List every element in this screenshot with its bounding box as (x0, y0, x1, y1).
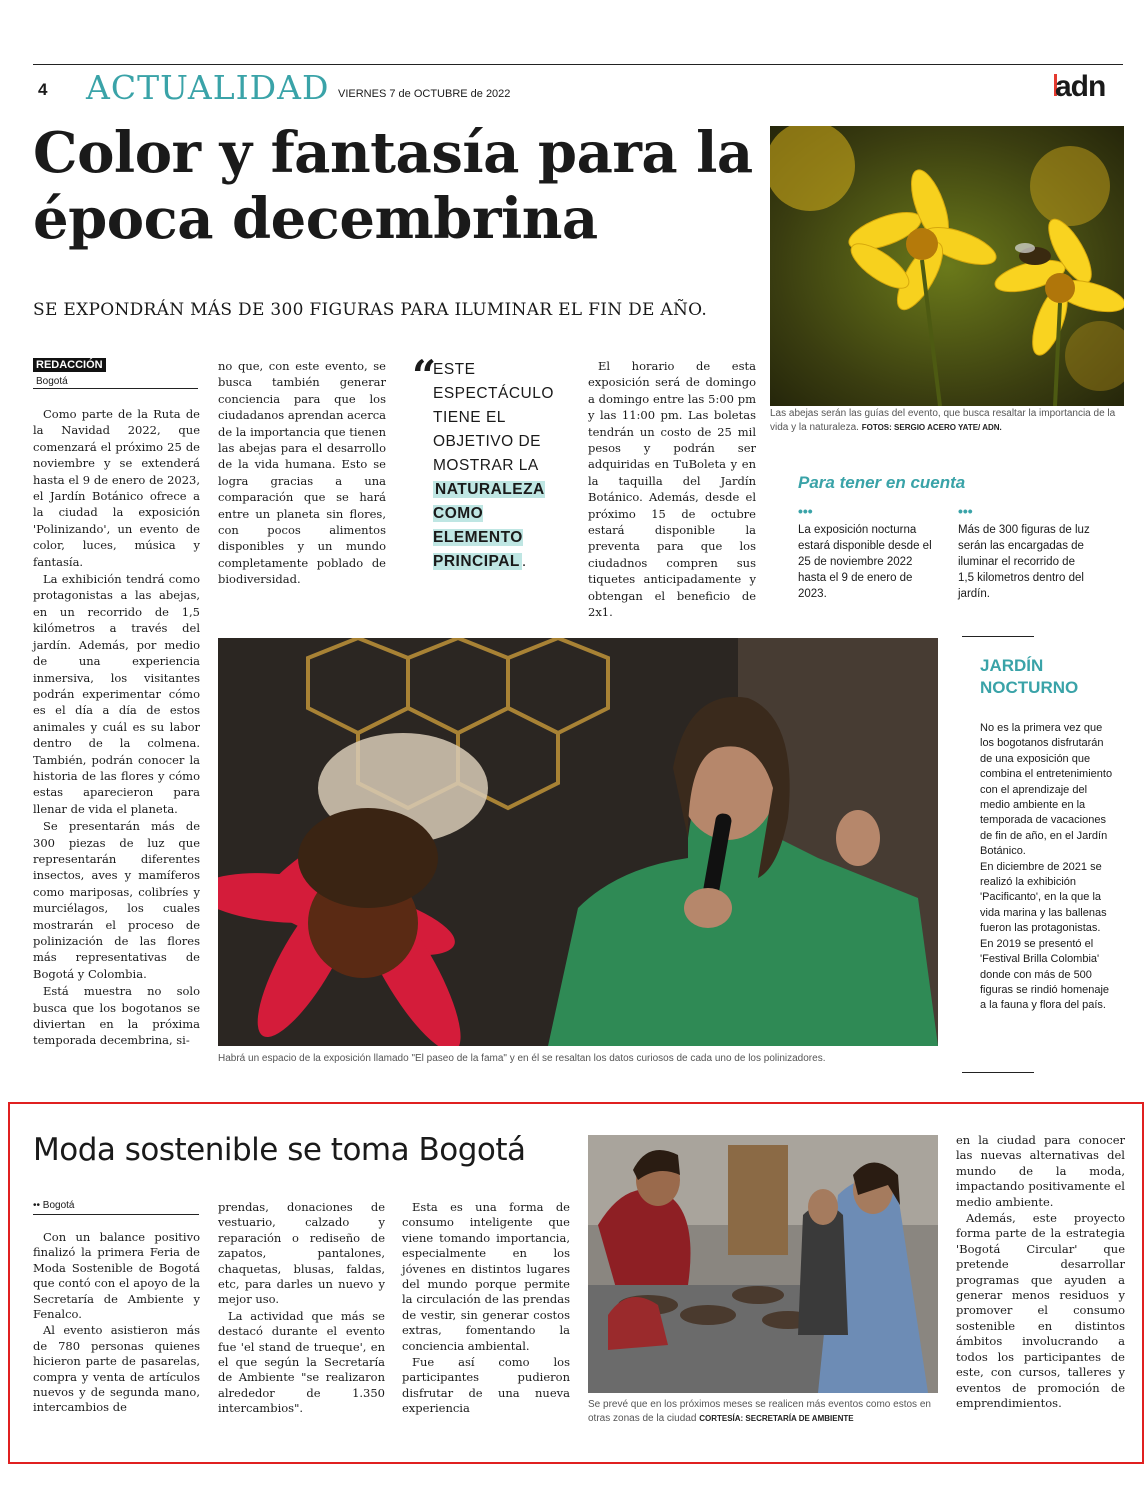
paragraph: Como parte de la Ruta de la Navidad 2022, que comenzará el próximo 25 de noviembre y se extenderá hasta el 9 de enero de 2023, el Jardín Botánico ofrece a la ciudad la exposición 'Polinizando', un evento de color, luces, música y fantasía. (33, 407, 200, 569)
paragraph: En diciembre de 2021 se realizó la exhibición 'Pacificanto', en la que la vida marina y las ballenas fueron las protagonistas. En 2019 se presentó el 'Festival Brilla Colombia' donde con más de 500 figuras se rindió homenaje a la fauna y flora del país. (980, 860, 1110, 1012)
paragraph: Además, este proyecto forma parte de la estrategia 'Bogotá Circular' que pretende desarrollar programas que ayuden a generar menos residuos y promover el consumo sostenible en distintos ámbitos involucrando a todos los participantes de este, con cursos, talleres y eventos de promoción de emprendimientos. (956, 1211, 1125, 1410)
sidebar-bullet: Más de 300 figuras de luz serán las encargadas de iluminar el recorrido de 1,5 kilometros dentro del jardín. (958, 524, 1090, 600)
sidebar-bullet: La exposición nocturna estará disponible desde el 25 de noviembre 2022 hasta el 9 de enero de 2023. (798, 524, 932, 600)
article2-column-2 (218, 1200, 385, 1418)
sidebar-title: Para tener en cuenta (798, 473, 966, 492)
paragraph: Esta es una forma de consumo inteligente que viene tomando importancia, especialmente en los jóvenes en distintos lugares del mundo porque permite la circulación de las prendas de vestir, sin generar costos extras, fomentando la conciencia ambiental. (402, 1200, 570, 1353)
paragraph: no que, con este evento, se busca también generar conciencia para que los ciudadanos aprendan acerca de la importancia que tienen las abejas para el desarrollo de la vida humana. Esto se logra gracias a una comparación que se hará entre un planeta sin flores, con pocos alimentos disponibles y un mundo completamente poblado de biodiversidad. (218, 359, 386, 587)
speaker-photo (218, 638, 938, 1046)
paragraph: Al evento asistieron más de 780 personas quienes hicieron parte de pasarelas, compra y venta de artículos nuevos y de segunda mano, intercambios de (33, 1323, 200, 1415)
jardin-rule-bottom (962, 1072, 1034, 1073)
article1-column-2 (218, 358, 386, 589)
article-headline: Color y fantasía para la época decembrina (33, 120, 753, 252)
paragraph: en la ciudad para conocer las nuevas alternativas del mundo de la moda, impactando positivamente el medio ambiente. (956, 1133, 1125, 1209)
article2-headline: Moda sostenible se toma Bogotá (33, 1132, 526, 1168)
pull-quote (433, 358, 573, 574)
paragraph: No es la primera vez que los bogotanos disfrutarán de una exposición que combina el entretenimiento con el aprendizaje del medio ambiente en la temporada de vacaciones de fin de año, en el Jardín Botánico. (980, 722, 1113, 858)
paragraph: prendas, donaciones de vestuario, calzado y reparación o rediseño de zapatos, pantalones, chaquetas, blusas, faldas, etc, para darles un nuevo y mejor uso. (218, 1200, 385, 1307)
paragraph: Con un balance positivo finalizó la primera Feria de Moda Sostenible de Bogotá que contó con el apoyo de la Secretaría de Ambiente y Fenalco. (33, 1230, 200, 1322)
fashion-fair-photo (588, 1135, 938, 1393)
masthead-rule (33, 64, 1123, 65)
article2-city: •• Bogotá (33, 1200, 75, 1211)
paragraph: Se presentarán más de 300 piezas de luz que representarán diferentes insectos, aves y mamíferos como mariposas, colibríes y murciélagos, los cuales mostrarán el proceso de polinización de las flores más representativas de Bogotá y Colombia. (33, 819, 200, 981)
photo-credit: FOTOS: SERGIO ACERO YATE/ ADN. (861, 423, 1002, 432)
quote-mark: “ (412, 351, 437, 400)
paragraph: La actividad que más se destacó durante el evento fue 'el stand de trueque', en el que según la Secretaría de Ambiente "se realizaron alrededor de 1.350 intercambios". (218, 1308, 385, 1416)
paragraph: Está muestra no solo busca que los bogotanos se diviertan en la próxima temporada decembrina, si- (33, 984, 200, 1048)
city-text: Bogotá (42, 1200, 75, 1211)
byline-rule (33, 388, 198, 389)
flowers-photo-caption (770, 407, 1124, 435)
paragraph: Fue así como los participantes pudieron disfrutar de una nueva experiencia (402, 1355, 570, 1416)
quote-text: ESTE ESPECTÁCULO TIENE EL OBJETIVO DE MOSTRAR LA (433, 361, 554, 474)
article2-city-rule (33, 1214, 199, 1215)
quote-end: . (521, 553, 527, 570)
bullet-dots: ••• (958, 503, 973, 519)
jardin-rule (962, 636, 1034, 637)
adn-logo: adn (1055, 70, 1106, 103)
flowers-photo (770, 126, 1124, 406)
section-title: ACTUALIDAD (86, 68, 330, 107)
article-deck: SE EXPONDRÁN MÁS DE 300 FIGURAS PARA ILUMINAR EL FIN DE AÑO. (33, 300, 708, 320)
dateline: VIERNES 7 de OCTUBRE de 2022 (338, 88, 511, 100)
byline-city: Bogotá (36, 376, 68, 387)
article2-column-4 (956, 1133, 1125, 1412)
bullet-dots: ••• (798, 503, 813, 519)
paragraph: El horario de esta exposición será de domingo a domingo entre las 5:00 pm y las 11:00 pm. Las boletas tendrán un costo de 25 mil pesos y podrán ser adquiridas en TuBoleta y en la taquilla del Jardín Botánico. Además, desde el próximo 15 de octubre estará disponible la preventa para que los ciudadnos compren sus tiquetes anticipadamente y obtengan el beneficio de 2x1. (588, 359, 756, 620)
caption-text: Se prevé que en los próximos meses se realicen más eventos como estos en otras zonas de la ciudad (588, 1399, 931, 1424)
photo-credit: CORTESÍA: SECRETARÍA DE AMBIENTE (699, 1414, 854, 1423)
fashion-photo-caption (588, 1398, 938, 1426)
article1-column-4 (588, 358, 756, 622)
jardin-nocturno-body (980, 721, 1115, 1014)
quote-highlight: NATURALEZA COMO ELEMENTO PRINCIPAL (433, 481, 545, 570)
article2-column-1 (33, 1230, 200, 1417)
byline: REDACCIÓN (33, 358, 106, 372)
page-number: 4 (38, 80, 48, 99)
article2-column-3 (402, 1200, 570, 1418)
jardin-nocturno-title: JARDÍN NOCTURNO (980, 656, 1079, 697)
article1-column-1 (33, 406, 200, 1050)
speaker-photo-caption: Habrá un espacio de la exposición llamado "El paseo de la fama" y en él se resaltan los datos curiosos de cada uno de los polinizadores. (218, 1053, 826, 1064)
caption-text: Las abejas serán las guías del evento, que busca resaltar la importancia de la vida y la naturaleza. (770, 408, 1116, 433)
paragraph: La exhibición tendrá como protagonistas a las abejas, en un recorrido de 1,5 kilómetros a través del jardín. Además, por medio de una experiencia inmersiva, los visitantes podrán experimentar cómo es el día a día de estos animales y cuál es su labor dentro de la colmena. También, podrán conocer la historia de las flores y cómo estas aparecieron para llenar de vida el planeta. (33, 572, 200, 816)
